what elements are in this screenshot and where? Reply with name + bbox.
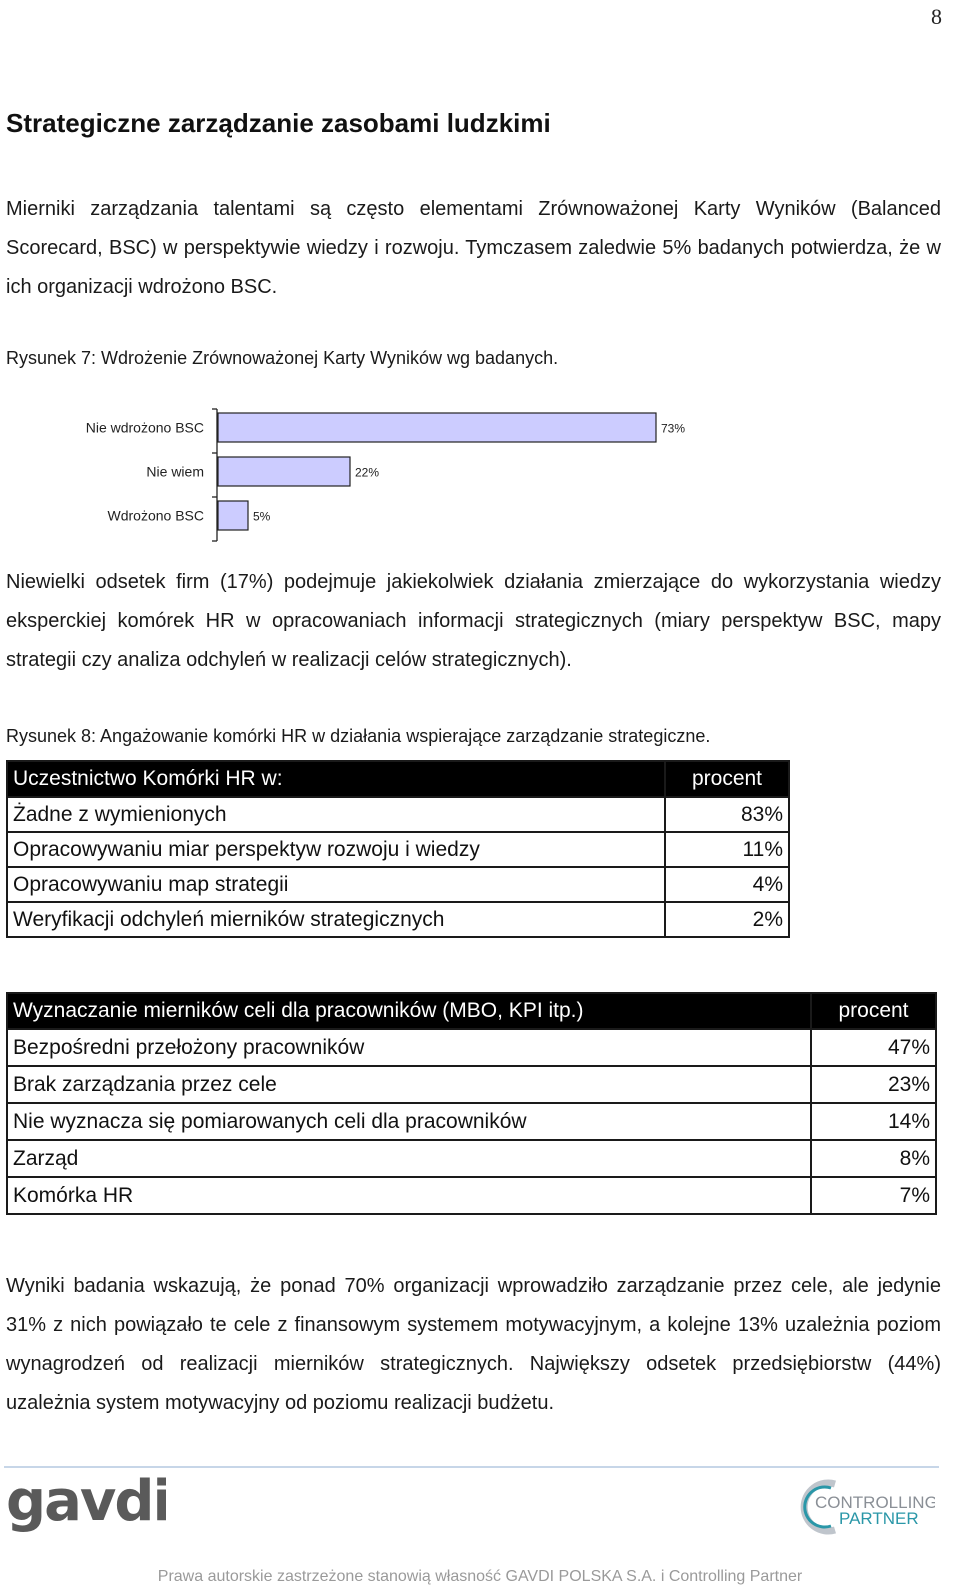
footer-divider [4, 1466, 939, 1468]
table-header-percent: procent [665, 761, 789, 797]
row-value: 47% [811, 1029, 936, 1066]
bar-value-label: 22% [355, 465, 380, 480]
table-header-label: Uczestnictwo Komórki HR w: [7, 761, 665, 797]
figure-8-caption: Rysunek 8: Angażowanie komórki HR w działania wspierające zarządzanie strategiczne. [6, 726, 711, 746]
row-value: 8% [811, 1140, 936, 1177]
goal-setting-table [6, 992, 937, 1215]
hr-participation-table [6, 760, 790, 938]
bsc-bar-chart [0, 395, 760, 545]
table-row [7, 832, 789, 867]
middle-paragraph: Niewielki odsetek firm (17%) podejmuje jakiekolwiek działania zmierzające do wykorzystania wiedzy eksperckiej komórek HR w opracowaniach informacji strategicznych (miary perspektyw BSC, mapy strategii czy analiza odchyleń w realizacji celów strategicznych). [6, 571, 941, 671]
row-value: 7% [811, 1177, 936, 1214]
svg-text:CONTROLLING: CONTROLLING [815, 1493, 935, 1512]
row-value: 11% [665, 832, 789, 867]
table-row [7, 1103, 936, 1140]
bar-value-label: 5% [253, 509, 271, 524]
row-value: 83% [665, 797, 789, 832]
table-header-row [7, 761, 789, 797]
row-label: Komórka HR [7, 1177, 811, 1214]
category-label: Nie wdrożono BSC [85, 419, 204, 436]
row-label: Weryfikacji odchyleń mierników strategicznych [7, 902, 665, 937]
table-row [7, 902, 789, 937]
table-row [7, 867, 789, 902]
gavdi-logo [6, 1470, 166, 1541]
table-row [7, 1029, 936, 1066]
table-row [7, 797, 789, 832]
bar [218, 501, 248, 530]
copyright-notice: Prawa autorskie zastrzeżone stanowią własność GAVDI POLSKA S.A. i Controlling Partner [157, 1568, 803, 1585]
table-row [7, 1140, 936, 1177]
bar [218, 413, 656, 442]
intro-paragraph: Mierniki zarządzania talentami są często elementami Zrównoważonej Karty Wyników (Balanced Scorecard, BSC) w perspektywie wiedzy i rozwoju. Tymczasem zaledwie 5% badanych potwierdza, że w ich organizacji wdrożono BSC. [6, 198, 941, 298]
row-value: 23% [811, 1066, 936, 1103]
row-value: 14% [811, 1103, 936, 1140]
closing-paragraph: Wyniki badania wskazują, że ponad 70% organizacji wprowadziło zarządzanie przez cele, ale jedynie 31% z nich powiązało te cele z finansowym systemem motywacyjnym, a kolejne 13% uzależnia poziom wynagrodzeń od realizacji mierników strategicznych. Największy odsetek przedsiębiorstw (44%) uzależnia system motywacyjny od poziomu realizacji budżetu. [6, 1275, 941, 1414]
section-heading: Strategiczne zarządzanie zasobami ludzkimi [6, 108, 551, 138]
row-label: Żadne z wymienionych [7, 797, 665, 832]
category-label: Nie wiem [146, 463, 204, 480]
row-label: Bezpośredni przełożony pracowników [7, 1029, 811, 1066]
table-header-row [7, 993, 936, 1029]
table-row [7, 1177, 936, 1214]
bar-value-label: 73% [661, 421, 686, 436]
category-label: Wdrożono BSC [107, 507, 204, 524]
row-value: 4% [665, 867, 789, 902]
figure-7-caption: Rysunek 7: Wdrożenie Zrównoważonej Karty Wyników wg badanych. [6, 348, 559, 368]
row-label: Opracowywaniu miar perspektyw rozwoju i wiedzy [7, 832, 665, 867]
row-label: Brak zarządzania przez cele [7, 1066, 811, 1103]
row-value: 2% [665, 902, 789, 937]
row-label: Nie wyznacza się pomiarowanych celi dla pracowników [7, 1103, 811, 1140]
row-label: Opracowywaniu map strategii [7, 867, 665, 902]
page-number: 8 [931, 4, 942, 29]
table-header-label: Wyznaczanie mierników celi dla pracowników (MBO, KPI itp.) [7, 993, 811, 1029]
row-label: Zarząd [7, 1140, 811, 1177]
table-header-percent: procent [811, 993, 936, 1029]
svg-text:gavdi: gavdi [6, 1470, 166, 1534]
bar [218, 457, 350, 486]
controlling-partner-logo [795, 1478, 935, 1543]
svg-text:PARTNER: PARTNER [839, 1509, 919, 1528]
table-row [7, 1066, 936, 1103]
